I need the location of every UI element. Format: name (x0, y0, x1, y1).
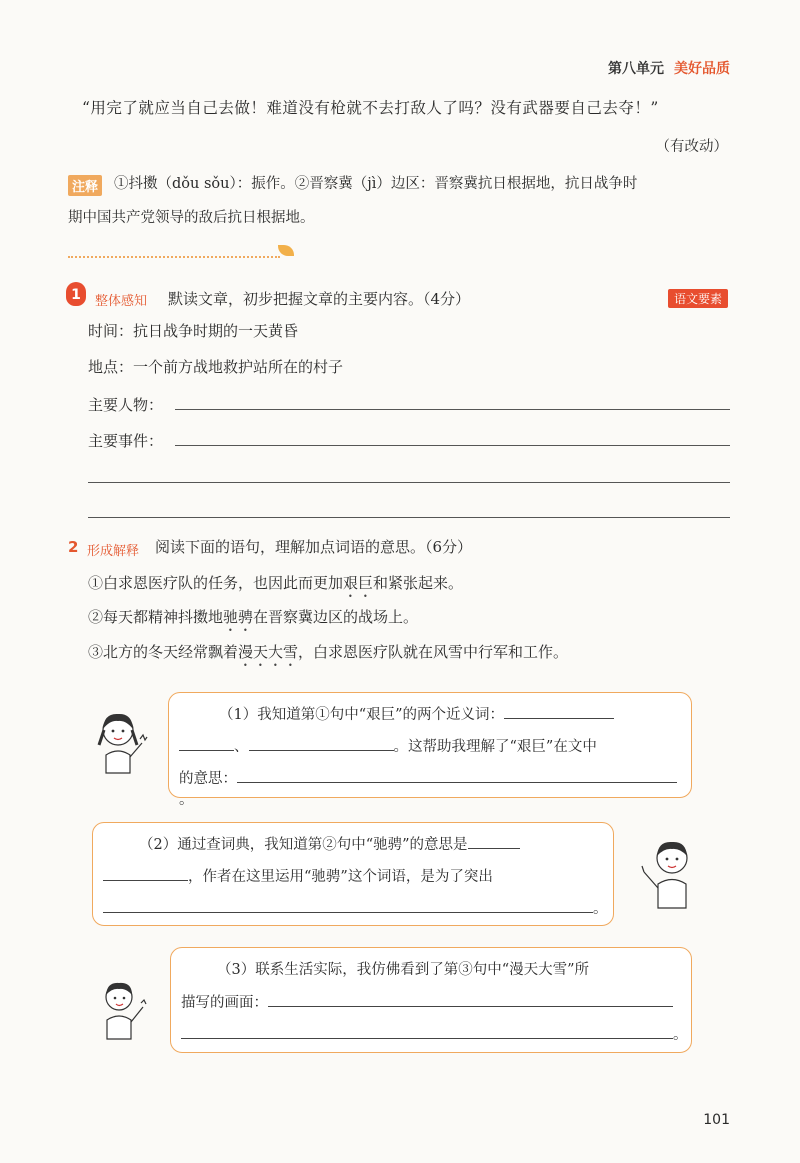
q1-text: 默读文章，初步把握文章的主要内容。（4分） (168, 290, 471, 308)
unit-label: 第八单元 (608, 61, 664, 77)
events-answer-line-3[interactable] (88, 517, 730, 518)
purpose-blank[interactable] (103, 898, 593, 913)
bubble1-line3: 的意思：。 (179, 767, 691, 809)
scene-blank-2[interactable] (181, 1024, 673, 1039)
scene-blank-1[interactable] (268, 992, 673, 1007)
passage-quote: “用完了就应当自己去做！难道没有枪就不去打敌人了吗？没有武器要自己去夺！” (82, 99, 659, 117)
page-number: 101 (703, 1112, 730, 1128)
notes-line-1: ①抖擞（dǒu sǒu）：振作。②晋察冀（jì）边区：晋察冀抗日根据地，抗日战争时 (114, 176, 638, 192)
sentence-2: ②每天都精神抖擞地驰骋在晋察冀边区的战场上。 (88, 608, 419, 626)
events-answer-line-1[interactable] (175, 445, 730, 446)
chicheng-meaning-blank-b[interactable] (103, 866, 188, 881)
synonym-blank-2[interactable] (249, 736, 394, 751)
q1-tag: 整体感知 (95, 294, 148, 309)
notes-line-2: 期中国共产党领导的敌后抗日根据地。 (68, 210, 315, 226)
sentence-3: ③北方的冬天经常飘着漫天大雪，白求恩医疗队就在风雪中行军和工作。 (88, 643, 569, 661)
characters-answer-line[interactable] (175, 409, 730, 410)
meaning-blank[interactable] (237, 768, 677, 783)
answer-bubble-3 (170, 947, 692, 1053)
bubble2-line3: 。 (103, 897, 608, 918)
bubble2-line1: （2）通过查词典，我知道第②句中“驰骋”的意思是 (139, 833, 520, 854)
boy-avatar-icon (636, 832, 702, 912)
bubble1-line1: （1）我知道第①句中“艰巨”的两个近义词： (219, 703, 614, 724)
unit-theme: 美好品质 (674, 61, 730, 77)
events-answer-line-2[interactable] (88, 482, 730, 483)
skill-badge: 语文要素 (668, 289, 728, 308)
synonym-blank-1[interactable] (504, 704, 614, 719)
bubble3-line1: （3）联系生活实际，我仿佛看到了第③句中“漫天大雪”所 (217, 962, 590, 978)
page-header (608, 58, 730, 78)
notes-tag: 注释 (68, 175, 102, 196)
q1-events-label: 主要事件： (88, 432, 164, 450)
answer-bubble-2 (92, 822, 614, 926)
bubble1-line2: 、 。这帮助我理解了“艰巨”在文中 (179, 735, 597, 756)
q2-tag: 形成解释 (87, 544, 140, 559)
dotted-word-1: 艰巨 (343, 574, 374, 592)
q2-number: 2 (68, 538, 79, 556)
dotted-word-2: 驰骋 (223, 608, 254, 626)
sentence-1: ①白求恩医疗队的任务，也因此而更加艰巨和紧张起来。 (88, 574, 464, 592)
q1-place: 地点：一个前方战地救护站所在的村子 (88, 358, 344, 376)
answer-bubble-1 (168, 692, 692, 808)
q1-time: 时间：抗日战争时期的一天黄昏 (88, 322, 299, 340)
girl-avatar-icon (90, 705, 152, 775)
bubble3-line3: 。 (181, 1023, 688, 1044)
leaf-icon (278, 245, 294, 256)
synonym-blank-1b[interactable] (179, 736, 234, 751)
chicheng-meaning-blank[interactable] (468, 834, 520, 849)
section-divider (68, 256, 280, 258)
q1-characters-label: 主要人物： (88, 396, 164, 414)
bubble3-line2: 描写的画面： (181, 991, 673, 1012)
bubble2-line2: ，作者在这里运用“驰骋”这个词语，是为了突出 (103, 865, 493, 886)
boy-small-avatar-icon (95, 975, 151, 1041)
q1-number-flame-icon: 1 (66, 282, 86, 306)
q2-text: 阅读下面的语句，理解加点词语的意思。（6分） (155, 538, 473, 556)
dotted-word-3: 漫天大雪 (238, 643, 299, 661)
adapted-note: （有改动） (655, 139, 728, 155)
